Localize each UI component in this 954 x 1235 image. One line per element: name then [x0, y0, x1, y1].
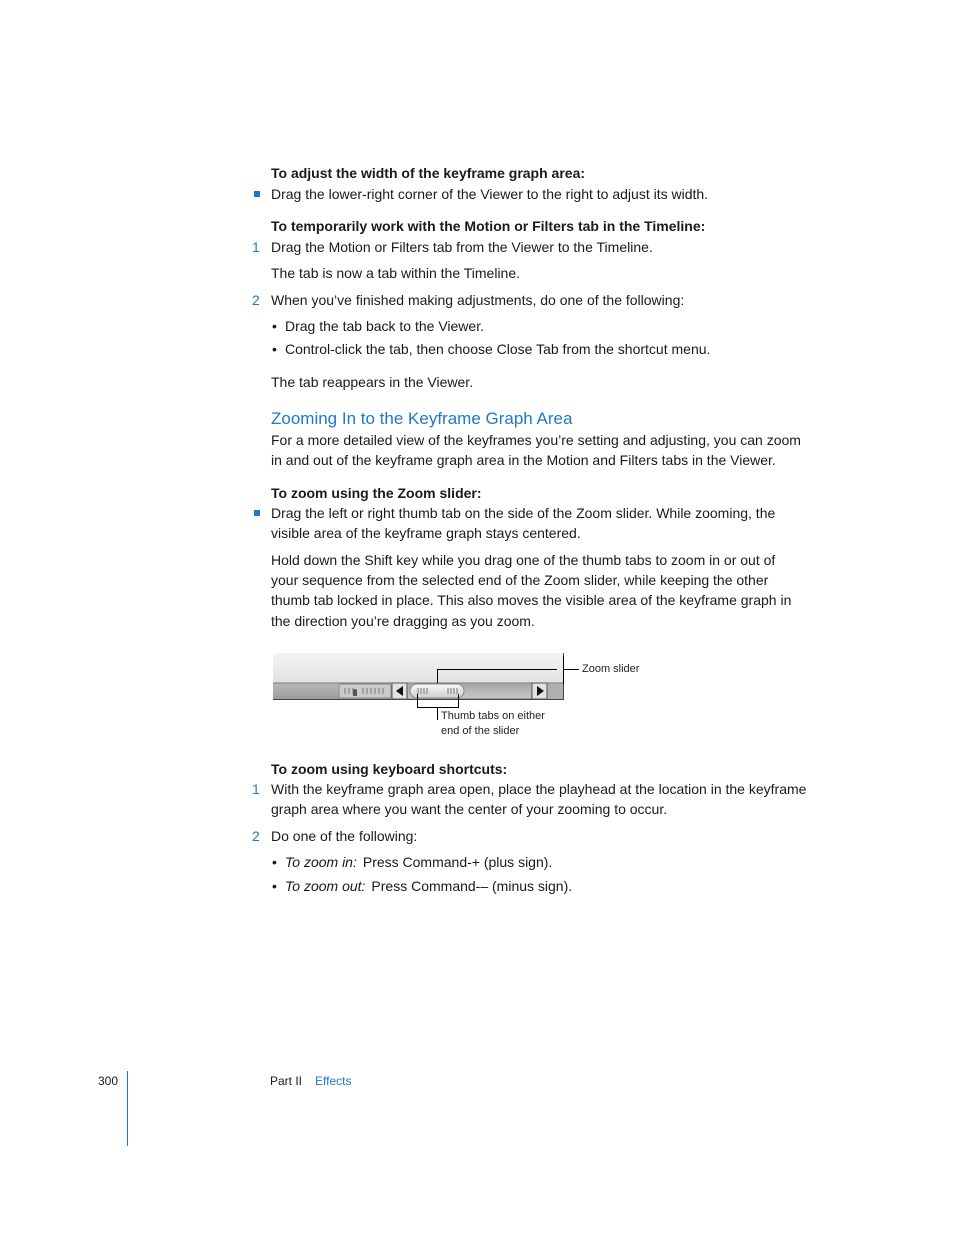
page-number: 300: [98, 1074, 119, 1088]
footer-section[interactable]: Effects: [315, 1074, 352, 1088]
callout-thumb-label-line1: Thumb tabs on either: [441, 710, 545, 722]
callout-line-zoom-right: [563, 669, 579, 670]
viewer-area: [273, 653, 563, 683]
zoom-slider-bullet-line2: visible area of the keyframe graph stays centered.: [271, 525, 581, 541]
temp-work-sub1: Drag the tab back to the Viewer.: [285, 318, 484, 334]
zoom-slider-bullet-line1: Drag the left or right thumb tab on the side of the Zoom slider. While zooming, the: [271, 505, 776, 521]
zoom-slider-illustration: [273, 653, 565, 701]
bullet-dot: •: [272, 318, 277, 334]
temp-work-step2: When you’ve finished making adjustments, do one of the following:: [271, 292, 685, 308]
zoom-slider-heading: To zoom using the Zoom slider:: [271, 485, 482, 501]
step-number: 2: [252, 828, 260, 844]
callout-thumb-right-down: [458, 694, 459, 707]
scroll-bar-end: [548, 684, 563, 699]
callout-thumb-label-line2: end of the slider: [441, 725, 520, 737]
callout-line-zoom-left: [437, 669, 438, 683]
adjust-width-heading: To adjust the width of the keyframe graph area:: [271, 165, 586, 181]
callout-line-zoom-top: [437, 669, 556, 670]
footer-part: Part II: [270, 1074, 303, 1088]
zoom-out-item: [285, 876, 572, 896]
temp-work-result: The tab reappears in the Viewer.: [271, 374, 474, 390]
zoom-in-label: To zoom in:: [285, 854, 357, 870]
callout-thumb-stem: [437, 707, 438, 720]
zoom-slider-figure: [273, 653, 565, 701]
bullet-dot: •: [272, 341, 277, 357]
step-number: 1: [252, 239, 260, 255]
callout-thumb-bottom: [417, 707, 459, 708]
temp-work-step1: Drag the Motion or Filters tab from the Viewer to the Timeline.: [271, 239, 653, 255]
bullet-square-marker: [254, 191, 260, 197]
zoom-in-item: [285, 852, 552, 872]
temp-work-sub2: Control-click the tab, then choose Close Tab from the shortcut menu.: [285, 341, 711, 357]
zooming-intro-line2: in and out of the keyframe graph area in the Motion and Filters tabs in the Viewer.: [271, 452, 776, 468]
bullet-dot: •: [272, 878, 277, 894]
shuttle-knob[interactable]: [353, 689, 357, 696]
adjust-width-bullet: Drag the lower-right corner of the Viewer to the right to adjust its width.: [271, 186, 709, 202]
zoom-out-label: To zoom out:: [285, 878, 366, 894]
bullet-dot: •: [272, 854, 277, 870]
section-title: Zooming In to the Keyframe Graph Area: [271, 409, 573, 428]
zoom-slider-para-line1: Hold down the Shift key while you drag one of the thumb tabs to zoom in or out of: [271, 552, 776, 568]
zoom-in-text: Press Command-+ (plus sign).: [362, 854, 553, 870]
callout-thumb-left-down: [417, 694, 418, 707]
zoom-slider-para-line4: the direction you’re dragging as you zoom.: [271, 613, 535, 629]
zoom-slider-para-line2: your sequence from the selected end of the Zoom slider, while keeping the other: [271, 572, 769, 588]
temp-work-heading: To temporarily work with the Motion or Filters tab in the Timeline:: [271, 218, 706, 234]
footer-rule: [127, 1071, 128, 1146]
zoom-slider-para-line3: thumb tab locked in place. This also moves the visible area of the keyframe graph in: [271, 592, 792, 608]
callout-zoom-slider-label: Zoom slider: [582, 663, 640, 675]
temp-work-step1-result: The tab is now a tab within the Timeline.: [271, 265, 521, 281]
zooming-intro-line1: For a more detailed view of the keyframes you’re setting and adjusting, you can zoom: [271, 432, 801, 448]
zoom-out-text: Press Command-– (minus sign).: [371, 878, 573, 894]
keyboard-step1-line2: graph area where you want the center of your zooming to occur.: [271, 801, 668, 817]
step-number: 2: [252, 292, 260, 308]
keyboard-step1-line1: With the keyframe graph area open, place the playhead at the location in the keyframe: [271, 781, 807, 797]
keyboard-step2: Do one of the following:: [271, 828, 418, 844]
bullet-square-marker: [254, 510, 260, 516]
step-number: 1: [252, 781, 260, 797]
keyboard-heading: To zoom using keyboard shortcuts:: [271, 761, 508, 777]
callout-line-zoom-corner: [556, 669, 557, 670]
callout-bracket-zoom: [563, 656, 564, 684]
